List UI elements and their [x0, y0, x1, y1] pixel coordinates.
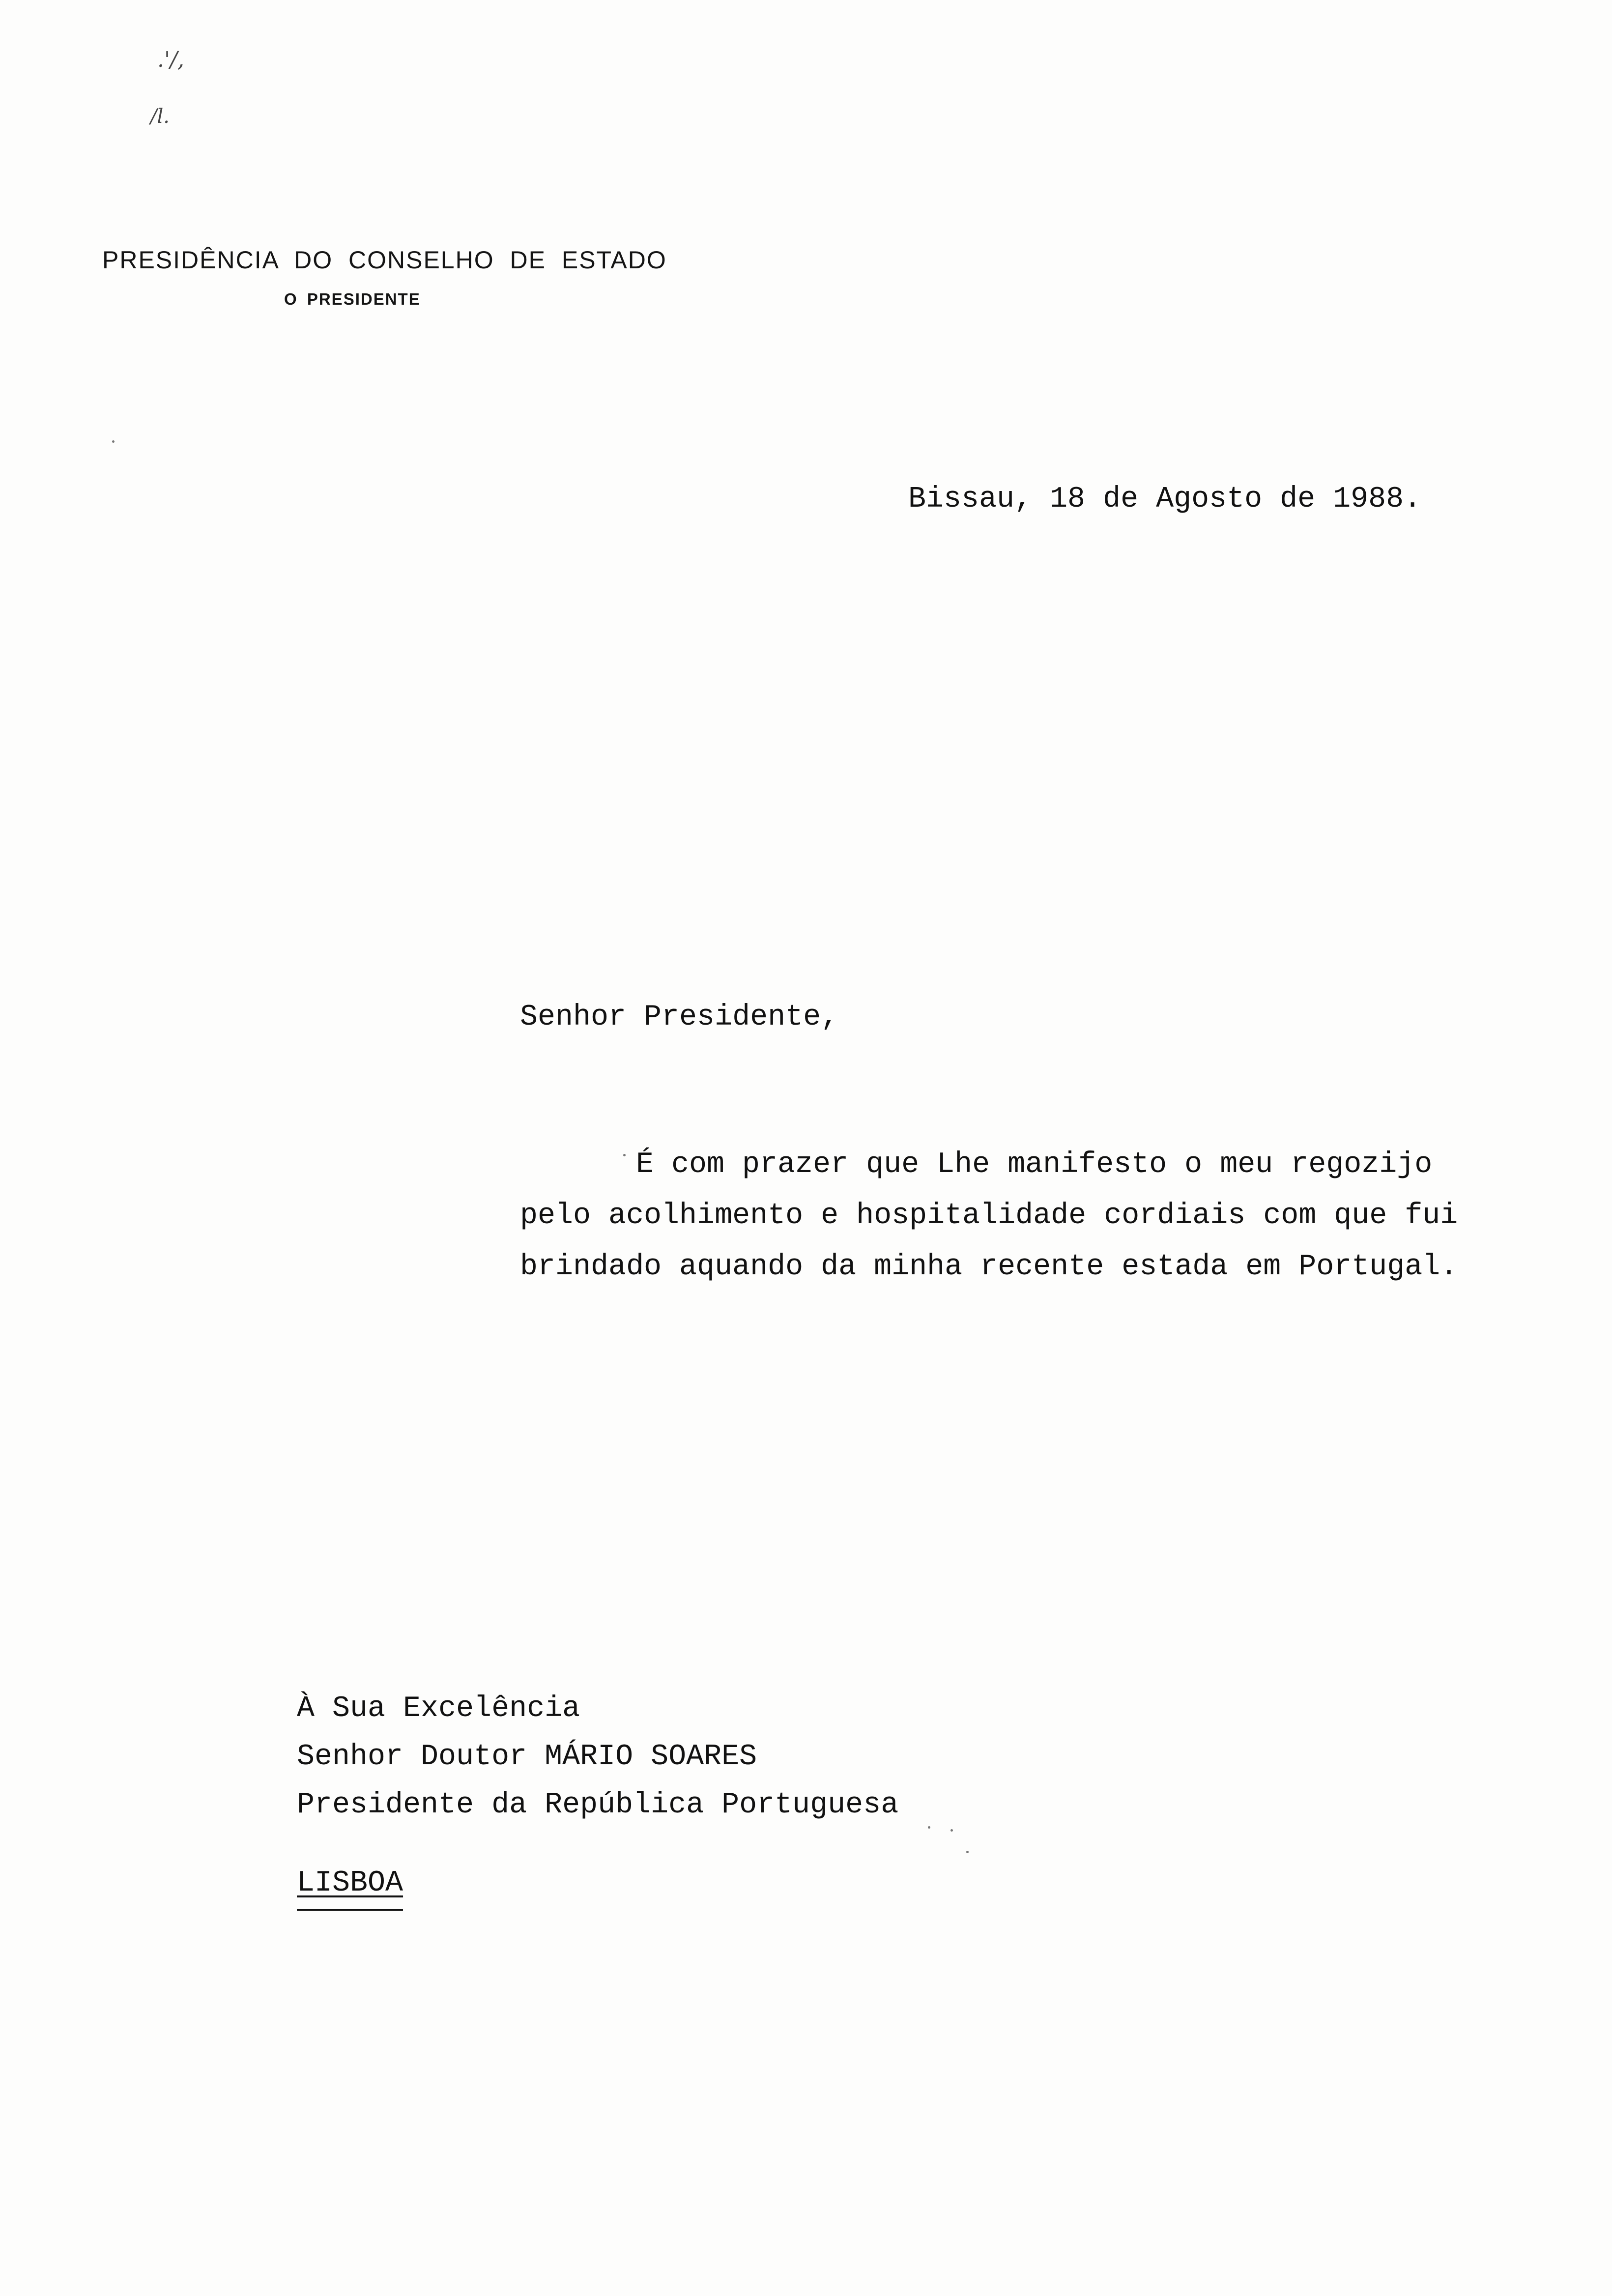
paper-speck	[950, 1829, 953, 1832]
addressee-title: Presidente da República Portuguesa	[297, 1788, 899, 1822]
paper-speck	[112, 440, 115, 443]
date-line: Bissau, 18 de Agosto de 1988.	[908, 483, 1422, 516]
paper-speck	[623, 1154, 626, 1156]
paper-speck	[928, 1826, 930, 1829]
body-line: É com prazer que Lhe manifesto o meu regozijo	[636, 1148, 1433, 1181]
addressee-city: LISBOA	[297, 1866, 403, 1900]
body-line: brindado aquando da minha recente estada em Portugal.	[520, 1250, 1458, 1284]
paper-speck	[966, 1851, 969, 1853]
handwritten-mark: .'/,	[157, 47, 184, 72]
addressee-name: Senhor Doutor MÁRIO SOARES	[297, 1740, 757, 1774]
letterhead-office: O PRESIDENTE	[284, 290, 421, 308]
salutation: Senhor Presidente,	[520, 1001, 839, 1034]
body-line: pelo acolhimento e hospitalidade cordiais com que fui	[520, 1199, 1458, 1233]
handwritten-mark: /l.	[150, 105, 170, 128]
letterhead-institution: PRESIDÊNCIA DO CONSELHO DE ESTADO	[102, 246, 667, 274]
letter-body	[520, 1139, 1458, 1292]
addressee-block	[297, 1685, 898, 1829]
addressee-line: À Sua Excelência	[297, 1692, 580, 1725]
